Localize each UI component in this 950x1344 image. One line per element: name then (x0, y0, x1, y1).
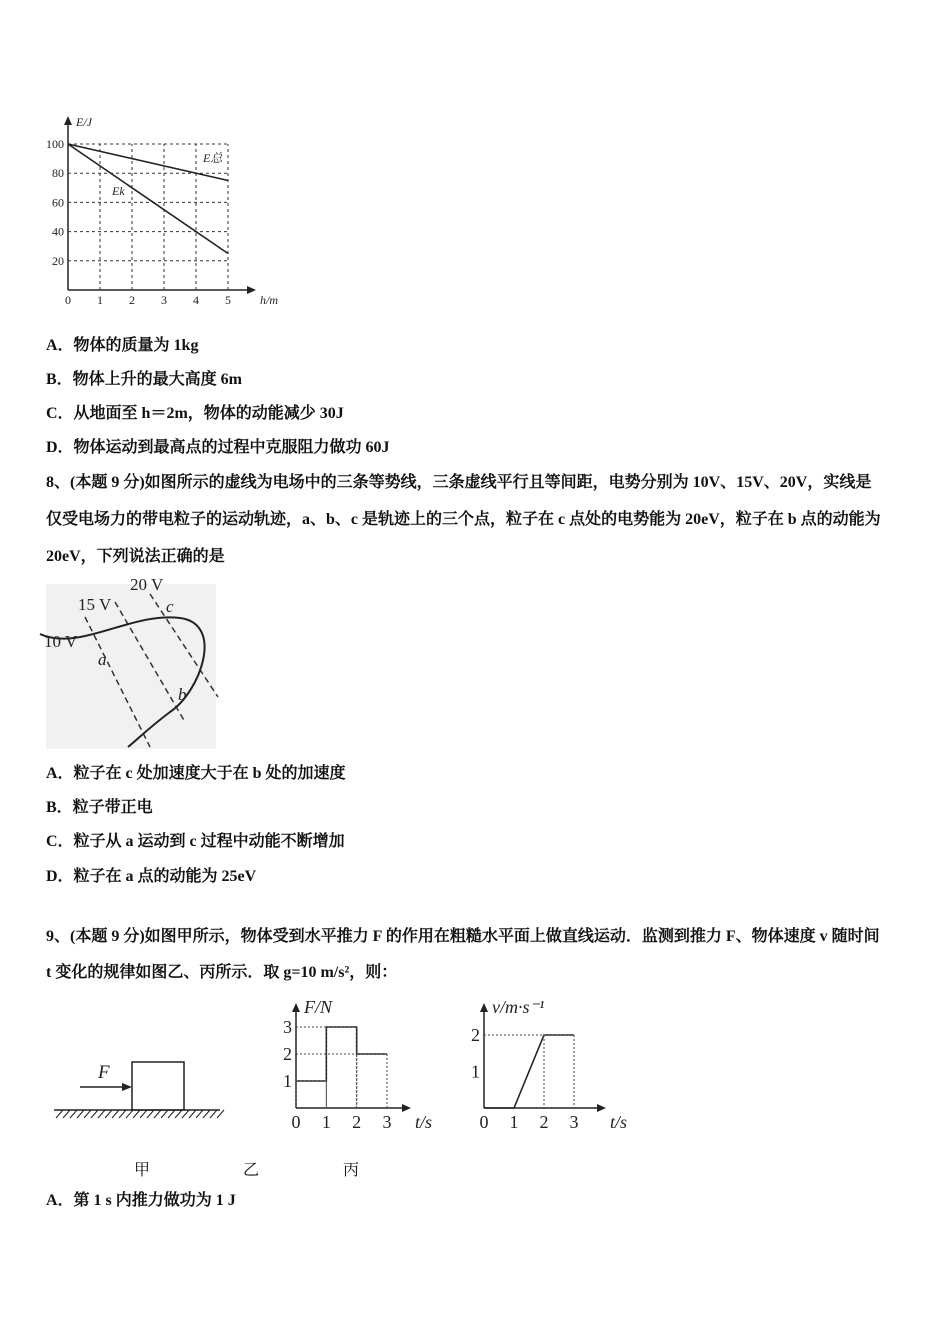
q8-stem-line-1: 8、(本题 9 分)如图所示的虚线为电场中的三条等势线，三条虚线平行且等间距，电势分别为 10V、15V、20V，实线是 (46, 474, 872, 491)
x-tick-label: 1 (509, 1112, 519, 1132)
x-tick-label: 0 (479, 1112, 489, 1132)
caption-yi: 乙 (243, 1162, 260, 1179)
y-tick-label: 20 (52, 253, 64, 268)
y-tick-label: 80 (52, 166, 64, 181)
point-c: c (166, 597, 174, 616)
x-tick-label: 3 (382, 1112, 392, 1132)
x-tick-label: 3 (569, 1112, 579, 1132)
y-tick-label: 60 (52, 195, 64, 210)
point-a: a (98, 650, 107, 669)
y-axis-label: F/N (304, 997, 333, 1017)
x-tick-label: 0 (65, 293, 71, 307)
label-10v: 10 V (44, 632, 78, 651)
y-axis-label: v/m·s⁻¹ (492, 997, 545, 1017)
x-tick-label: 0 (291, 1112, 301, 1132)
q8-option-a: A．粒子在 c 处加速度大于在 b 处的加速度 (46, 765, 346, 782)
q9-stem-line-1: 9、(本题 9 分)如图甲所示，物体受到水平推力 F 的作用在粗糙水平面上做直线运动．监测到推力 F、物体速度 v 随时间 (46, 928, 880, 945)
x-axis-label: t/s (415, 1112, 433, 1132)
series-line-v (484, 1035, 574, 1108)
x-tick-label: 4 (193, 293, 199, 307)
q8-option-b: B．粒子带正电 (46, 799, 153, 816)
caption-jia: 甲 (134, 1162, 151, 1179)
q8-option-c: C．粒子从 a 运动到 c 过程中动能不断增加 (46, 833, 345, 850)
label-15v: 15 V (78, 595, 112, 614)
q8-stem-line-3: 20eV，下列说法正确的是 (46, 548, 225, 565)
x-tick-label: 2 (129, 293, 135, 307)
x-tick-label: 5 (225, 293, 231, 307)
x-tick-label: 2 (539, 1112, 549, 1132)
y-tick-label: 40 (52, 224, 64, 239)
label-20v: 20 V (130, 575, 164, 594)
x-tick-label: 3 (161, 293, 167, 307)
series-label-Ek: Ek (112, 184, 125, 198)
q7-option-a: A．物体的质量为 1kg (46, 337, 199, 354)
q8-option-d: D．粒子在 a 点的动能为 25eV (46, 868, 257, 885)
x-axis-label: h/m (260, 293, 278, 307)
x-axis-label: t/s (610, 1112, 628, 1132)
q9-option-a: A．第 1 s 内推力做功为 1 J (46, 1192, 236, 1209)
y-tick-label: 2 (283, 1044, 292, 1064)
y-tick-label: 1 (471, 1061, 480, 1082)
caption-bing: 丙 (343, 1162, 360, 1179)
x-axis-arrow-icon (597, 1104, 606, 1112)
q7-option-d: D．物体运动到最高点的过程中克服阻力做功 60J (46, 439, 390, 456)
x-tick-label: 1 (97, 293, 103, 307)
q9-stem-line-2: t 变化的规律如图乙、丙所示．取 g=10 m/s²，则： (46, 964, 398, 981)
y-axis-label: E/J (76, 115, 92, 129)
y-tick-label: 3 (283, 1017, 292, 1037)
force-label: F (98, 1062, 110, 1083)
y-axis-arrow-icon (480, 1003, 488, 1012)
x-tick-label: 1 (321, 1112, 331, 1132)
q7-option-c: C．从地面至 h＝2m，物体的动能减少 30J (46, 405, 344, 422)
x-tick-label: 2 (352, 1112, 362, 1132)
y-tick-label: 1 (283, 1071, 292, 1091)
point-b: b (178, 685, 187, 704)
y-tick-label: 100 (46, 137, 64, 151)
y-tick-label: 2 (471, 1025, 480, 1045)
q7-option-b: B．物体上升的最大高度 6m (46, 371, 243, 388)
q8-stem-line-2: 仅受电场力的带电粒子的运动轨迹，a、b、c 是轨迹上的三个点，粒子在 c 点处的电势能为 20eV，粒子在 b 点的动能为 (46, 511, 881, 528)
series-label-E总: E总 (203, 151, 223, 165)
